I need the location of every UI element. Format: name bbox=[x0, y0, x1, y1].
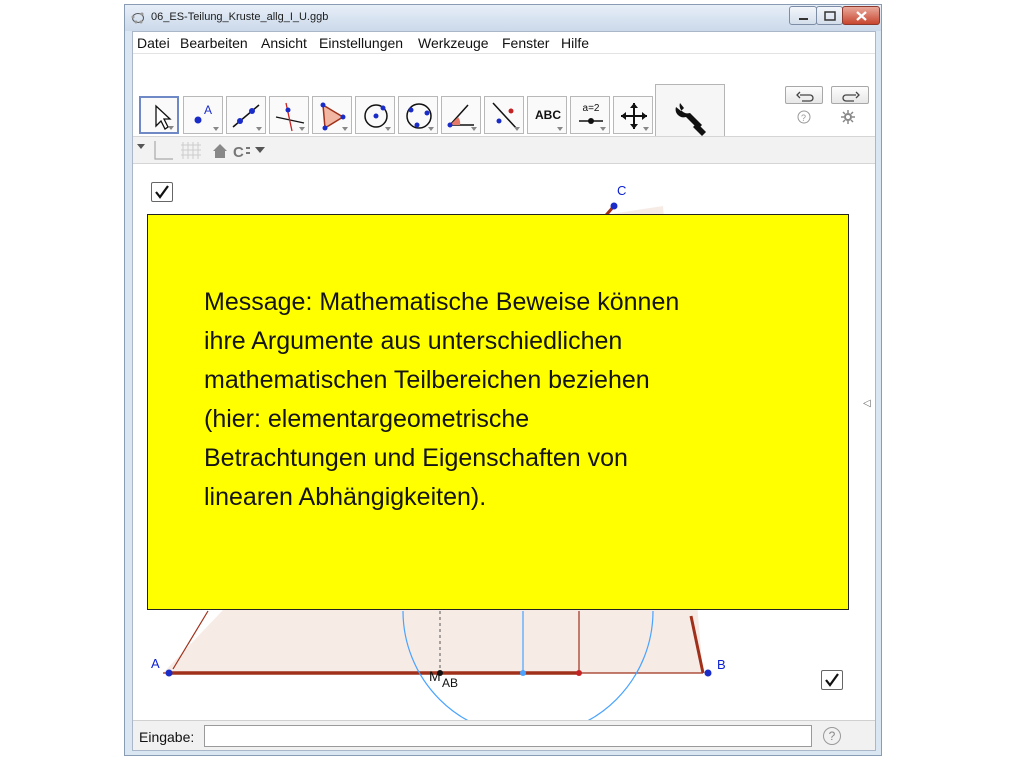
reflect-tool[interactable] bbox=[484, 96, 524, 134]
input-bar bbox=[133, 720, 875, 750]
menu-einstellungen[interactable]: Einstellungen bbox=[319, 35, 404, 51]
label-point-a: A bbox=[151, 656, 160, 671]
title-bar[interactable] bbox=[125, 5, 881, 31]
message-line: Message: Mathematische Beweise können bbox=[204, 288, 680, 316]
slider-tool[interactable] bbox=[570, 96, 610, 134]
circle-center-point-tool[interactable] bbox=[355, 96, 395, 134]
label-point-c: C bbox=[617, 183, 627, 198]
message-line: linearen Abhängigkeiten). bbox=[204, 483, 487, 511]
move-graphics-view-tool[interactable] bbox=[613, 96, 653, 134]
text-tool-label: ABC bbox=[535, 108, 561, 122]
text-tool[interactable] bbox=[527, 96, 567, 134]
axes-icon bbox=[155, 141, 173, 159]
maximize-button[interactable] bbox=[816, 6, 843, 25]
visibility-checkbox-bottom[interactable] bbox=[821, 670, 843, 690]
input-help-icon[interactable]: ? bbox=[823, 727, 841, 745]
pointer-icon bbox=[141, 98, 181, 136]
perpendicular-tool[interactable] bbox=[269, 96, 309, 134]
collapse-arrow-icon[interactable]: ◁ bbox=[863, 398, 871, 409]
chevron-down-icon bbox=[255, 147, 265, 153]
polygon-tool[interactable] bbox=[312, 96, 352, 134]
label-point-m: M bbox=[429, 668, 441, 684]
line-tool[interactable] bbox=[226, 96, 266, 134]
menu-ansicht[interactable]: Ansicht bbox=[261, 35, 307, 51]
menu-hilfe[interactable]: Hilfe bbox=[561, 35, 590, 51]
redo-button[interactable] bbox=[831, 86, 869, 104]
message-line: Betrachtungen und Eigenschaften von bbox=[204, 444, 628, 472]
message-line: mathematischen Teilbereichen beziehen bbox=[204, 366, 650, 394]
close-icon bbox=[843, 7, 881, 26]
point-capture-icon: C bbox=[233, 144, 244, 161]
circle-three-points-tool[interactable] bbox=[398, 96, 438, 134]
menu-bar bbox=[133, 32, 875, 54]
point-a bbox=[166, 670, 173, 677]
message-text bbox=[204, 283, 824, 517]
graphics-view[interactable] bbox=[133, 166, 875, 721]
point-c bbox=[611, 203, 618, 210]
undo-icon bbox=[786, 87, 824, 105]
window-title: 06_ES-Teilung_Kruste_allg_I_U.ggb bbox=[151, 11, 329, 23]
minimize-button[interactable] bbox=[789, 6, 817, 25]
app-window bbox=[124, 4, 882, 756]
input-label: Eingabe: bbox=[139, 729, 195, 745]
grid-icon bbox=[181, 142, 201, 159]
toggle-stylebar-icon bbox=[137, 144, 145, 149]
tool-bar bbox=[133, 54, 875, 136]
visibility-checkbox-top[interactable] bbox=[151, 182, 173, 202]
menu-datei[interactable]: Datei bbox=[137, 35, 170, 51]
settings-gear-icon[interactable] bbox=[841, 110, 855, 124]
checkmark-icon bbox=[152, 183, 172, 201]
redo-icon bbox=[832, 87, 870, 105]
menu-fenster[interactable]: Fenster bbox=[502, 35, 550, 51]
point-tool[interactable] bbox=[183, 96, 223, 134]
checkmark-icon bbox=[822, 671, 842, 689]
angle-tool[interactable] bbox=[441, 96, 481, 134]
label-point-b: B bbox=[717, 657, 726, 672]
style-bar-icons bbox=[133, 137, 283, 165]
client-area bbox=[132, 31, 876, 751]
home-icon bbox=[213, 144, 227, 158]
point-b bbox=[705, 670, 712, 677]
move-tool[interactable] bbox=[139, 96, 179, 134]
label-point-m-subscript: AB bbox=[442, 676, 459, 690]
slider-tool-label: a=2 bbox=[582, 103, 600, 114]
message-line: (hier: elementargeometrische bbox=[204, 405, 530, 433]
point-red bbox=[576, 670, 582, 676]
message-line: ihre Argumente aus unterschiedlichen bbox=[204, 327, 623, 355]
svg-text:?: ? bbox=[801, 113, 807, 123]
geogebra-app-icon bbox=[131, 11, 145, 25]
help-circle-icon[interactable] bbox=[797, 110, 811, 124]
undo-button[interactable] bbox=[785, 86, 823, 104]
message-box bbox=[147, 214, 849, 610]
svg-text:A: A bbox=[204, 103, 213, 117]
style-bar bbox=[133, 136, 875, 164]
close-button[interactable] bbox=[842, 6, 880, 25]
menu-werkzeuge[interactable]: Werkzeuge bbox=[418, 35, 489, 51]
menu-bearbeiten[interactable]: Bearbeiten bbox=[180, 35, 248, 51]
point-foot bbox=[520, 670, 526, 676]
input-field[interactable] bbox=[204, 725, 812, 747]
